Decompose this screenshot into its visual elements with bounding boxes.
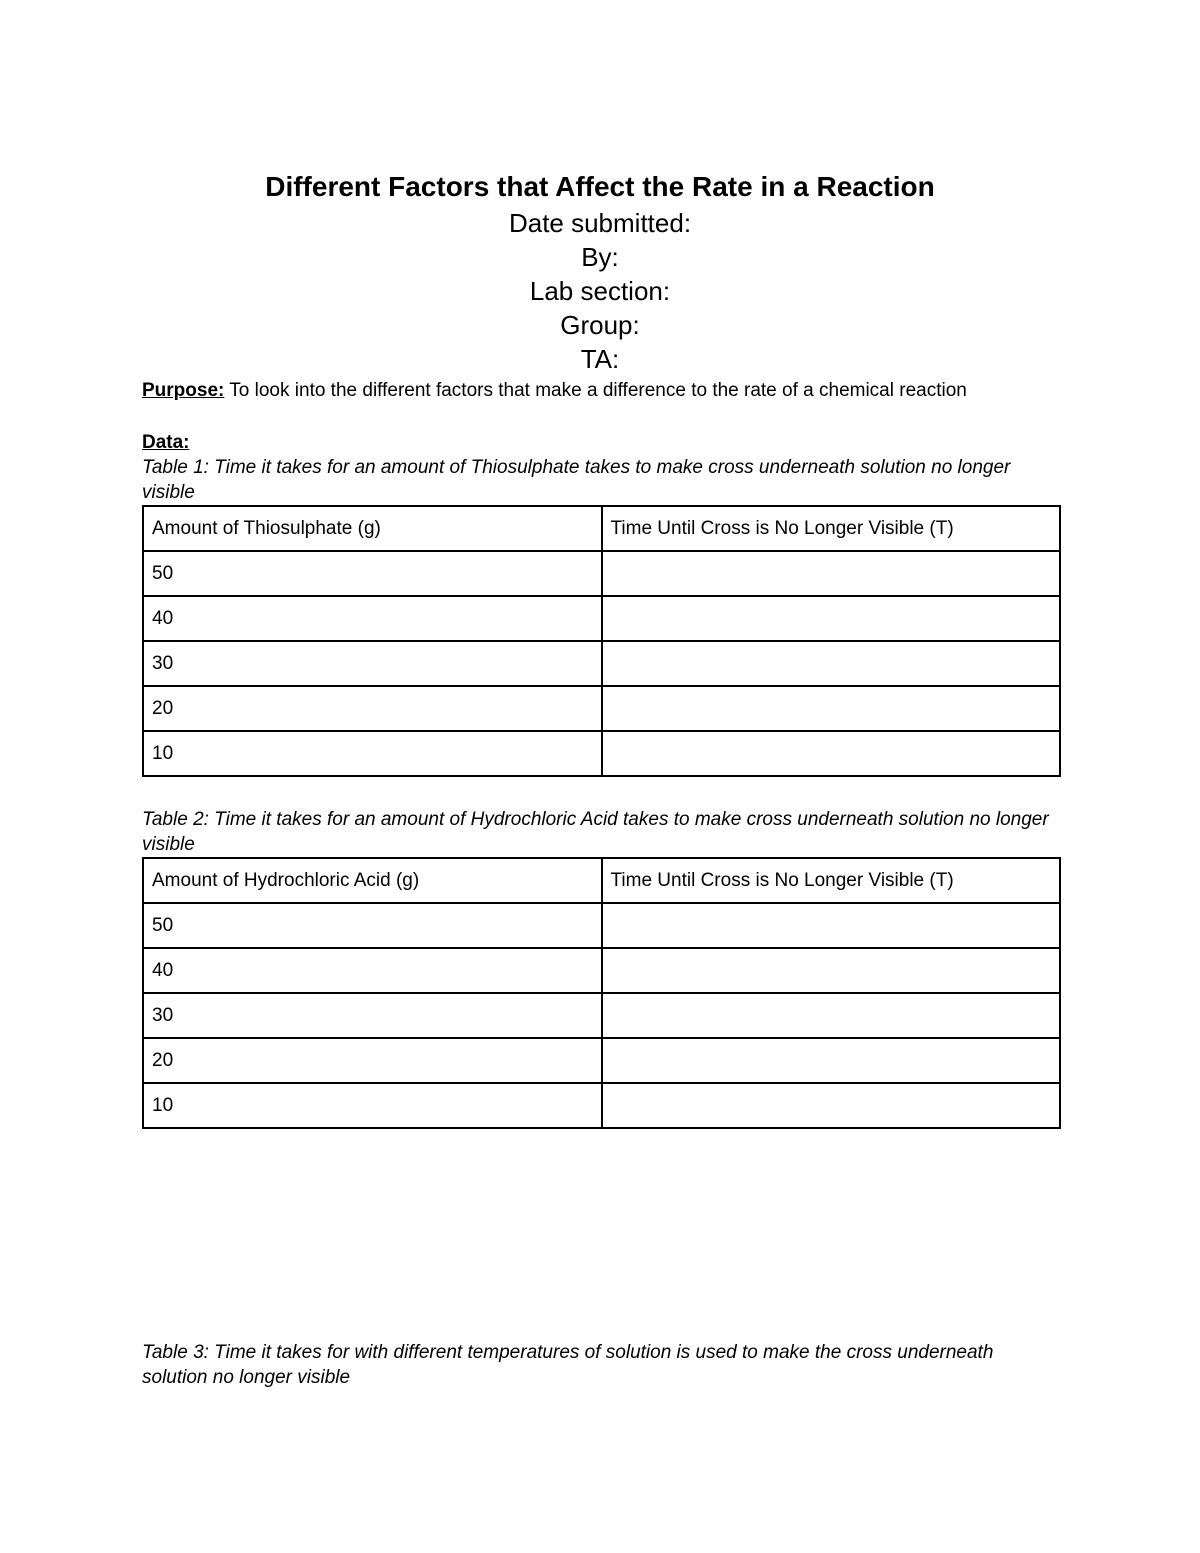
table-row — [143, 686, 1060, 731]
table-cell[interactable] — [602, 641, 1061, 686]
table-row — [143, 641, 1060, 686]
purpose-paragraph — [142, 378, 1062, 403]
table-header-cell: Amount of Hydrochloric Acid (g) — [143, 858, 602, 903]
table-cell[interactable] — [602, 686, 1061, 731]
date-submitted-line: Date submitted: — [508, 208, 692, 238]
table-cell[interactable] — [602, 903, 1061, 948]
purpose-label: Purpose: — [142, 380, 225, 401]
table2 — [142, 857, 1061, 1129]
table-cell: 30 — [143, 993, 602, 1038]
by-line: By: — [581, 242, 619, 272]
table-cell[interactable] — [602, 948, 1061, 993]
table-cell: 10 — [143, 731, 602, 776]
table-header-cell: Time Until Cross is No Longer Visible (T) — [602, 858, 1061, 903]
table-row — [143, 551, 1060, 596]
table-cell: 40 — [143, 948, 602, 993]
table-cell[interactable] — [602, 731, 1061, 776]
data-section — [142, 430, 1062, 455]
table-header-row — [143, 506, 1060, 551]
table-row — [143, 731, 1060, 776]
table-header-row — [143, 858, 1060, 903]
group-line: Group: — [560, 310, 640, 340]
table-cell: 50 — [143, 903, 602, 948]
table1-caption: Table 1: Time it takes for an amount of Thiosulphate takes to make cross underneath solution no longer visible — [142, 457, 1011, 503]
table-cell: 30 — [143, 641, 602, 686]
report-title: Different Factors that Affect the Rate in a Reaction — [265, 171, 935, 202]
table-row — [143, 596, 1060, 641]
report-header — [0, 168, 1200, 376]
table-cell: 50 — [143, 551, 602, 596]
table-header-cell: Time Until Cross is No Longer Visible (T) — [602, 506, 1061, 551]
table-cell: 40 — [143, 596, 602, 641]
table-cell: 20 — [143, 1038, 602, 1083]
table-row — [143, 948, 1060, 993]
table1 — [142, 505, 1061, 777]
table-cell: 10 — [143, 1083, 602, 1128]
lab-section-line: Lab section: — [529, 276, 671, 306]
table-cell[interactable] — [602, 1083, 1061, 1128]
table-cell[interactable] — [602, 551, 1061, 596]
table-row — [143, 903, 1060, 948]
table-row — [143, 1083, 1060, 1128]
table-header-cell: Amount of Thiosulphate (g) — [143, 506, 602, 551]
table-row — [143, 1038, 1060, 1083]
table-cell: 20 — [143, 686, 602, 731]
table-row — [143, 993, 1060, 1038]
table-cell[interactable] — [602, 993, 1061, 1038]
table3-caption: Table 3: Time it takes for with different temperatures of solution is used to make the cross underneath solution no longer visible — [142, 1342, 994, 1388]
ta-line: TA: — [580, 344, 620, 374]
purpose-text: To look into the different factors that make a difference to the rate of a chemical reaction — [224, 380, 967, 401]
table2-caption: Table 2: Time it takes for an amount of Hydrochloric Acid takes to make cross underneath solution no longer visible — [142, 809, 1049, 855]
table-cell[interactable] — [602, 596, 1061, 641]
data-label: Data: — [142, 432, 190, 453]
report-body — [142, 378, 1062, 1129]
table-cell[interactable] — [602, 1038, 1061, 1083]
purpose-section — [142, 378, 1062, 403]
